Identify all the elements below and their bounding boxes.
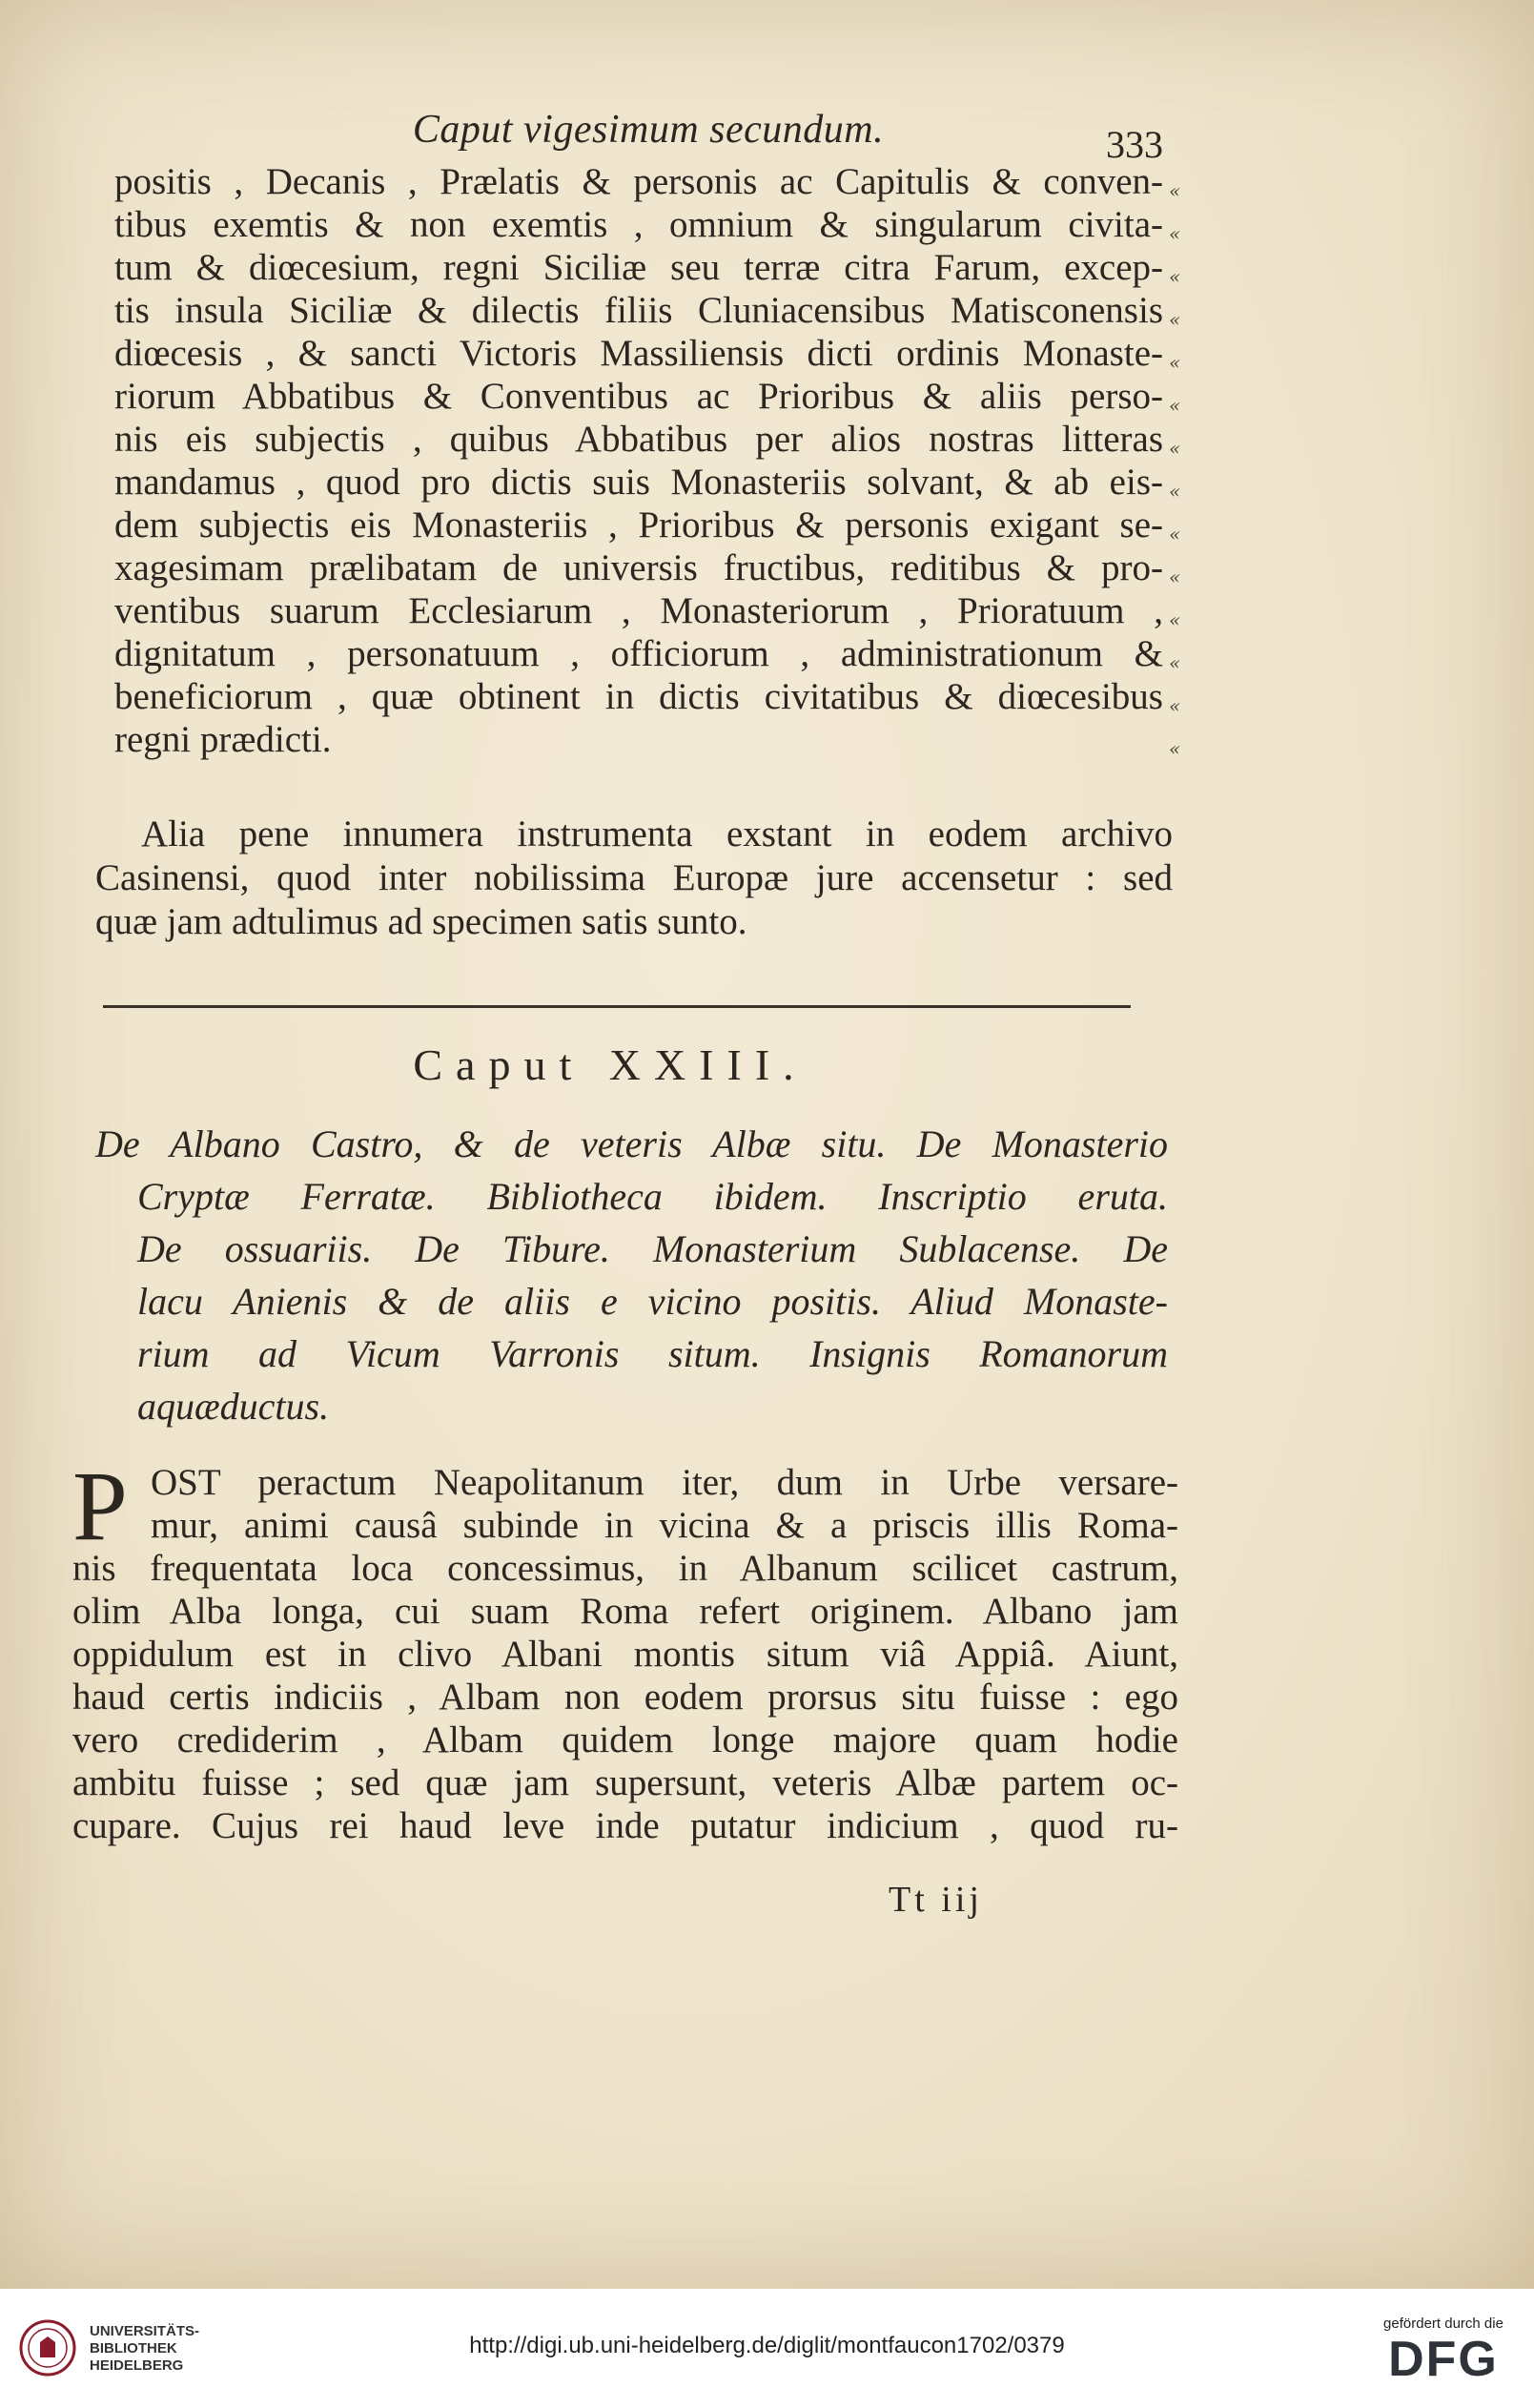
quote-mark: « xyxy=(1169,265,1181,288)
document-quote-block xyxy=(114,160,1163,761)
text-line: quæ jam adtulimus ad specimen satis sunto. xyxy=(95,901,747,942)
text-line: dignitatum , personatuum , officiorum , administrationum & xyxy=(114,633,1163,674)
quote-mark: « xyxy=(1169,608,1181,631)
quote-marks-column xyxy=(1169,170,1197,771)
quote-mark: « xyxy=(1169,437,1181,460)
text-line: oppidulum est in clivo Albani montis situm viâ Appiâ. Aiunt, xyxy=(72,1634,1178,1675)
running-head: Caput vigesimum secundum. xyxy=(412,108,885,152)
text-line: diœcesis , & sancti Victoris Massiliensis dicti ordinis Monaste- xyxy=(114,333,1163,374)
main-paragraph xyxy=(72,1451,1178,1847)
quote-mark: « xyxy=(1169,222,1181,245)
text-line: ambitu fuisse ; sed quæ jam supersunt, veteris Albæ partem oc- xyxy=(72,1762,1178,1803)
text-line: tis insula Siciliæ & dilectis filiis Cluniacensibus Matisconensis xyxy=(114,290,1163,331)
quote-mark: « xyxy=(1169,523,1181,545)
signature-mark: Tt iij xyxy=(889,1880,983,1920)
library-name-line: HEIDELBERG xyxy=(90,2357,184,2374)
quote-mark: « xyxy=(1169,737,1181,760)
summary-line: lacu Anienis & de aliis e vicino positis. Aliud Monaste- xyxy=(137,1280,1168,1323)
quote-mark: « xyxy=(1169,480,1181,503)
text-line: regni prædicti. xyxy=(114,719,332,760)
permalink-url[interactable]: http://digi.ub.uni-heidelberg.de/diglit/montfaucon1702/0379 xyxy=(469,2333,1065,2358)
text-line: beneficiorum , quæ obtinent in dictis civitatibus & diœcesibus xyxy=(114,676,1163,717)
closing-paragraph xyxy=(95,813,1173,944)
text-line: mandamus , quod pro dictis suis Monasteriis solvant, & ab eis- xyxy=(114,462,1163,503)
text-line: cupare. Cujus rei haud leve inde putatur indicium , quod ru- xyxy=(72,1805,1178,1846)
text-line: dem subjectis eis Monasteriis , Prioribus & personis exigant se- xyxy=(114,504,1163,545)
chapter-heading: Caput XXIII. xyxy=(413,1040,808,1089)
text-line: nis frequentata loca concessimus, in Albanum scilicet castrum, xyxy=(72,1548,1178,1589)
summary-line: De Albano Castro, & de veteris Albæ situ. De Monasterio xyxy=(95,1122,1168,1165)
text-line: olim Alba longa, cui suam Roma refert originem. Albano jam xyxy=(72,1591,1178,1632)
text-line: nis eis subjectis , quibus Abbatibus per alios nostras litteras xyxy=(114,419,1163,460)
summary-line: Cryptæ Ferratæ. Bibliotheca ibidem. Inscriptio eruta. xyxy=(137,1175,1168,1218)
summary-line: rium ad Vicum Varronis situm. Insignis Romanorum xyxy=(137,1332,1168,1375)
summary-line: De ossuariis. De Tibure. Monasterium Sublacense. De xyxy=(137,1227,1168,1270)
quote-mark: « xyxy=(1169,394,1181,417)
quote-mark: « xyxy=(1169,566,1181,588)
funder-logo[interactable] xyxy=(1372,2315,1515,2387)
text-line: positis , Decanis , Prælatis & personis ac Capitulis & conven- xyxy=(114,161,1163,202)
quote-mark: « xyxy=(1169,308,1181,331)
viewer-footer xyxy=(0,2289,1534,2408)
text-line: xagesimam prælibatam de universis fructibus, reditibus & pro- xyxy=(114,547,1163,588)
drop-cap: P xyxy=(72,1451,128,1561)
text-line: OST peractum Neapolitanum iter, dum in Urbe versare- xyxy=(151,1462,1178,1503)
section-divider xyxy=(103,1005,1131,1008)
library-name-line: BIBLIOTHEK xyxy=(90,2340,177,2357)
quote-mark: « xyxy=(1169,651,1181,674)
text-line: riorum Abbatibus & Conventibus ac Prioribus & aliis perso- xyxy=(114,376,1163,417)
text-line: Casinensi, quod inter nobilissima Europæ jure accensetur : sed xyxy=(95,857,1173,898)
text-line: tibus exemtis & non exemtis , omnium & singularum civita- xyxy=(114,204,1163,245)
text-line: vero crediderim , Albam quidem longe majore quam hodie xyxy=(72,1719,1178,1760)
text-line: mur, animi causâ subinde in vicina & a priscis illis Roma- xyxy=(151,1505,1178,1546)
text-line: haud certis indiciis , Albam non eodem prorsus situ fuisse : ego xyxy=(72,1677,1178,1718)
text-line: Alia pene innumera instrumenta exstant in eodem archivo xyxy=(141,813,1173,854)
quote-mark: « xyxy=(1169,351,1181,374)
chapter-summary xyxy=(95,1118,1168,1432)
funder-label: gefördert durch die xyxy=(1383,2315,1503,2332)
text-line: ventibus suarum Ecclesiarum , Monasteriorum , Prioratuum , xyxy=(114,590,1163,631)
library-name-line: UNIVERSITÄTS- xyxy=(90,2323,200,2339)
funder-name: DFG xyxy=(1388,2332,1499,2387)
text-line: tum & diœcesium, regni Siciliæ seu terræ citra Farum, excep- xyxy=(114,247,1163,288)
quote-mark: « xyxy=(1169,694,1181,717)
quote-mark: « xyxy=(1169,179,1181,202)
summary-line: aquæductus. xyxy=(137,1385,330,1428)
page-number: 333 xyxy=(1106,123,1163,166)
